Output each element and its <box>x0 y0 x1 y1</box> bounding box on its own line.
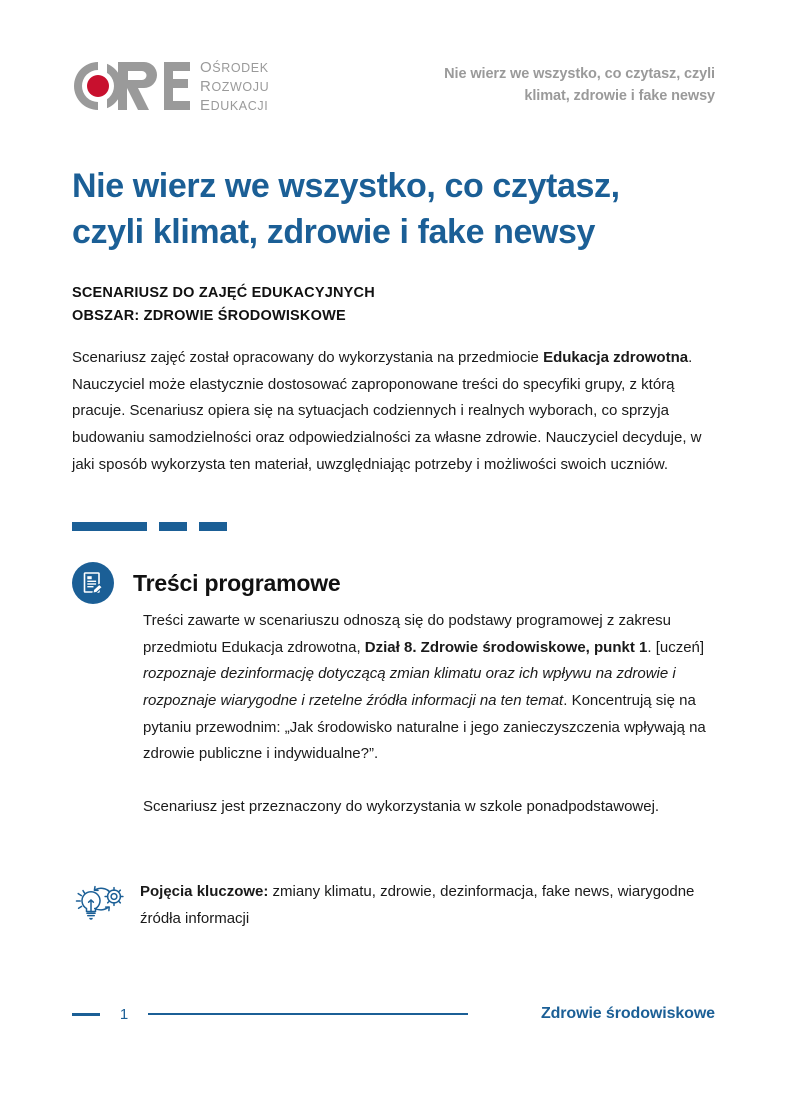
logo-word-2: ROZWOJU <box>200 77 270 95</box>
sp1-part-2: . [uczeń] <box>647 638 705 656</box>
divider-dash-3 <box>199 522 227 531</box>
document-pen-icon-glyph <box>80 570 106 596</box>
subtitle-line-1: SCENARIUSZ DO ZAJĘĆ EDUKACYJNYCH <box>72 285 375 301</box>
key-concepts-values: zmiany klimatu, zdrowie, dezinformacja, fake news, wiarygodne źródła informacji <box>140 883 695 927</box>
key-concepts-row <box>70 876 715 932</box>
sp1-part-1: Treści zawarte w scenariuszu odnoszą się do podstawy programowej z zakresu przedmiotu Edukacja zdrowotna, <box>143 612 672 656</box>
ore-logo <box>72 58 269 113</box>
lightbulb-gear-icon-glyph <box>70 878 128 924</box>
page-title-line-2: czyli klimat, zdrowie i fake newsy <box>72 213 596 252</box>
intro-bold-subject: Edukacja zdrowotna <box>543 349 689 366</box>
page-title <box>72 163 712 255</box>
running-head-line-1: Nie wierz we wszystko, co czytasz, czyli <box>444 66 715 82</box>
key-concepts-label: Pojęcia kluczowe: <box>140 883 269 900</box>
ore-logo-mark <box>72 60 190 112</box>
section-paragraph-2: Scenariusz jest przeznaczony do wykorzystania w szkole ponadpodstawowej. <box>143 798 660 816</box>
page-subtitle <box>72 282 712 329</box>
section-header-tresci-programowe <box>72 562 341 604</box>
ore-logo-dot <box>87 75 109 97</box>
running-head-line-2: klimat, zdrowie i fake newsy <box>524 87 715 104</box>
divider-dash-2 <box>159 522 187 531</box>
divider-dash-1 <box>72 522 147 531</box>
key-concepts-text <box>140 876 715 932</box>
document-pen-icon <box>72 562 114 604</box>
lightbulb-gear-icon <box>70 878 128 924</box>
intro-paragraph <box>72 345 712 478</box>
sp1-bold-reference: Dział 8. Zdrowie środowiskowe, punkt 1 <box>364 638 648 656</box>
page-title-line-1: Nie wierz we wszystko, co czytasz, <box>72 167 620 205</box>
intro-text-part-1: Scenariusz zajęć został opracowany do wykorzystania na przedmiocie <box>72 349 544 366</box>
page-header <box>72 52 715 132</box>
dash-divider <box>72 522 227 531</box>
footer-section-label: Zdrowie środowiskowe <box>540 1005 715 1022</box>
page-footer <box>72 1002 715 1026</box>
footer-dash <box>72 1013 100 1016</box>
sp1-part-3: . Koncentrują się na pytaniu przewodnim: „Jak środowisko naturalne i jego zanieczyszczenia wpływają na zdrowie publiczne i indywidualne?”. <box>143 692 706 763</box>
logo-word-3: EDUKACJI <box>200 96 269 114</box>
intro-text-part-2: . Nauczyciel może elastycznie dostosować zaproponowane treści do specyfiki grupy, z którą pracuje. Scenariusz opiera się na sytuacjach codziennych i realnych wyborach, co sprzyja budowaniu samodzielności oraz odpowiedzialności za własne zdrowie. Nauczyciel decyduje, w jaki sposób wykorzysta ten materiał, uwzględniając potrzeby i możliwości swoich uczniów. <box>72 349 702 473</box>
ore-logo-words <box>200 58 269 113</box>
logo-word-1: OŚRODEK <box>200 59 269 76</box>
page-number: 1 <box>119 1005 129 1023</box>
section-paragraph-1 <box>143 608 713 768</box>
section-body <box>143 608 713 821</box>
section-title: Treści programowe <box>133 569 341 596</box>
running-head <box>444 64 715 108</box>
subtitle-line-2: OBSZAR: ZDROWIE ŚRODOWISKOWE <box>72 308 346 325</box>
footer-rule <box>148 1013 468 1015</box>
sp1-italic-quote: rozpoznaje dezinformację dotyczącą zmian klimatu oraz ich wpływu na zdrowie i rozpoznaje wiarygodne i rzetelne źródła informacji na ten temat <box>143 665 676 710</box>
